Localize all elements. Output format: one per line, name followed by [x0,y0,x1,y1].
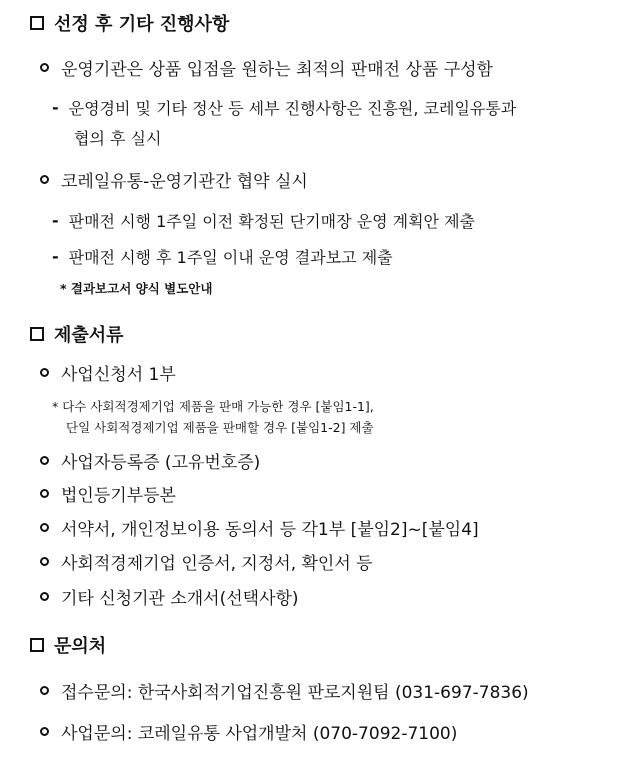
section-title-selection [30,10,229,36]
circle-bullet-icon [40,523,49,532]
dash-item [52,245,393,268]
bullet-text: 기타 신청기관 소개서(선택사항) [61,589,299,609]
bullet-text: 접수문의: 한국사회적기업진흥원 판로지원팀 (031-697-7836) [61,683,529,703]
section-title-documents [30,321,124,347]
circle-bullet-icon [40,368,49,377]
circle-bullet-icon [40,489,49,498]
circle-bullet-icon [40,686,49,695]
bullet-text: 사업문의: 코레일유통 사업개발처 (070-7092-7100) [61,724,458,744]
bullet-item [40,55,493,80]
section-title-contact [30,632,106,658]
dash-text: 운영경비 및 기타 정산 등 세부 진행사항은 진흥원, 코레일유통과 [68,99,517,118]
section-title-text: 문의처 [54,636,107,657]
dash-marker: - [52,98,59,117]
dash-continuation: 협의 후 실시 [74,129,162,148]
bullet-item [40,678,529,703]
circle-bullet-icon [40,456,49,465]
circle-bullet-icon [40,175,49,184]
circle-bullet-icon [40,727,49,736]
bullet-text: 법인등기부등본 [61,486,176,506]
dash-marker: - [52,211,59,230]
note-text: * 결과보고서 양식 별도안내 [60,281,213,296]
section-title-text: 선정 후 기타 진행사항 [54,14,230,35]
bullet-text: 운영기관은 상품 입점을 원하는 최적의 판매전 상품 구성함 [61,60,493,80]
bullet-text: 사업신청서 1부 [61,365,176,385]
dash-item [52,209,475,232]
circle-bullet-icon [40,557,49,566]
bullet-item [40,719,457,744]
checkbox-square-icon [30,327,44,341]
bullet-item [40,584,299,609]
note-text: * 다수 사회적경제기업 제품을 판매 가능한 경우 [붙임1-1], [52,399,374,414]
dash-text: 판매전 시행 후 1주일 이내 운영 결과보고 제출 [68,248,393,267]
checkbox-square-icon [30,638,44,652]
checkbox-square-icon [30,16,44,30]
bullet-text: 사업자등록증 (고유번호증) [61,453,261,473]
bullet-item [40,481,176,506]
dash-marker: - [52,247,59,266]
note-text: 단일 사회적경제기업 제품을 판매할 경우 [붙임1-2] 제출 [66,420,374,435]
bullet-text: 코레일유통-운영기관간 협약 실시 [61,172,308,192]
bullet-item [40,360,176,385]
circle-bullet-icon [40,63,49,72]
circle-bullet-icon [40,592,49,601]
bullet-item [40,448,260,473]
section-title-text: 제출서류 [54,325,124,346]
bullet-text: 서약서, 개인정보이용 동의서 등 각1부 [붙임2]~[붙임4] [61,520,479,540]
bullet-item [40,515,479,540]
bullet-item [40,167,308,192]
dash-text: 판매전 시행 1주일 이전 확정된 단기매장 운영 계획안 제출 [68,212,475,231]
dash-item [52,96,516,119]
bullet-item [40,549,373,574]
bullet-text: 사회적경제기업 인증서, 지정서, 확인서 등 [61,554,373,574]
